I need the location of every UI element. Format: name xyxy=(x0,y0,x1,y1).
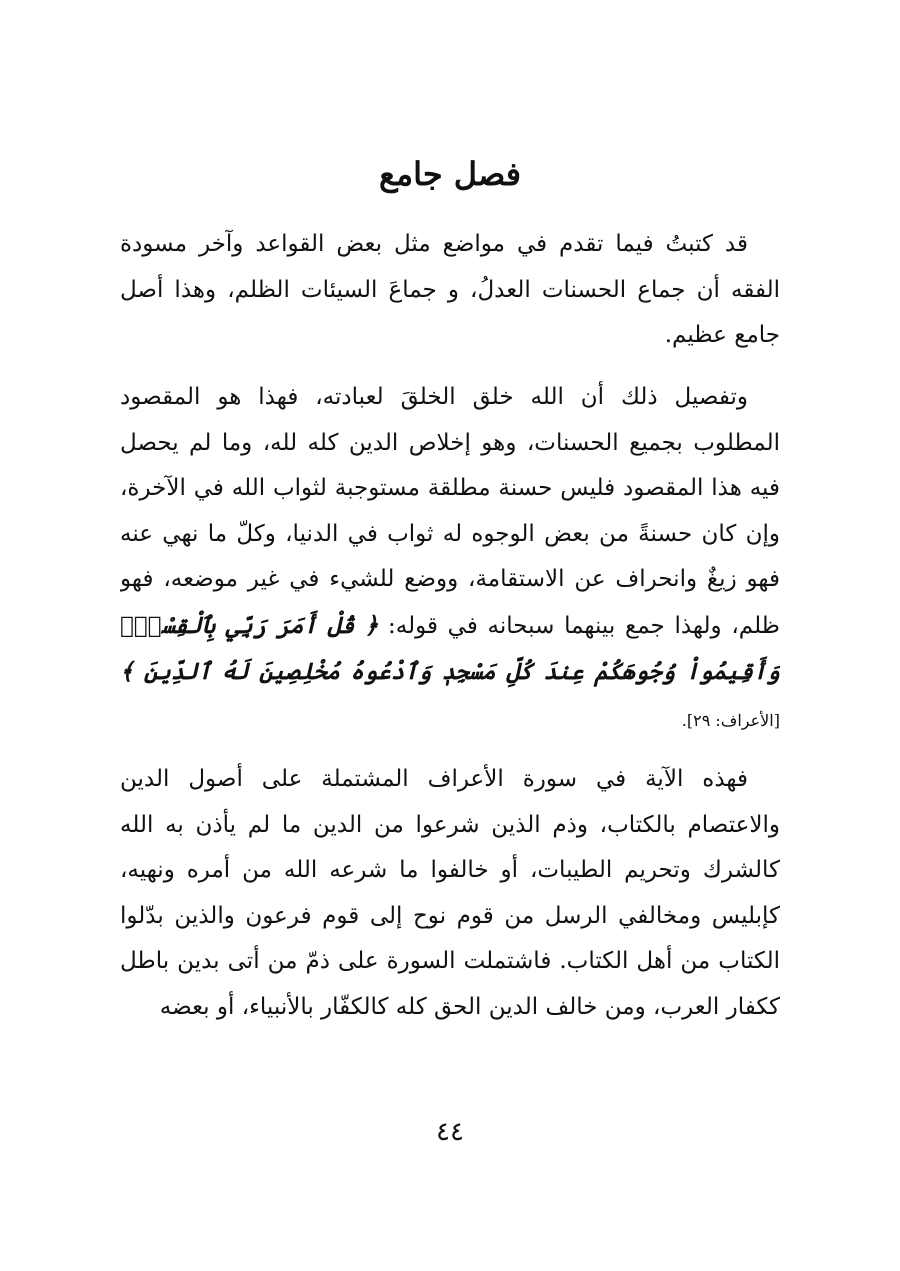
quran-verse: ﴿ قُلْ أَمَرَ رَبِّي بِٱلْقِسْطِۖ وَأَقِيمُواْ وُجُوهَكُمْ عِندَ كُلِّ مَسْجِدٖ وَٱدْعُوهُ مُخْلِصِينَ لَهُ ٱلدِّينَ ﴾ xyxy=(120,611,780,685)
verse-citation: [الأعراف: ٢٩]. xyxy=(681,710,780,730)
document-page xyxy=(120,0,780,1271)
paragraph-1: قد كتبتُ فيما تقدم في مواضع مثل بعض القواعد وآخر مسودة الفقه أن جماع الحسنات العدلُ، و جماعَ السيئات الظلم، وهذا أصل جامع عظيم. xyxy=(120,231,780,348)
paragraph-3: فهذه الآية في سورة الأعراف المشتملة على أصول الدين والاعتصام بالكتاب، وذم الذين شرعوا من الدين ما لم يأذن به الله كالشرك وتحريم الطيبات، أو خالفوا ما شرعه الله من أمره ونهيه، كإبليس ومخالفي الرسل من قوم نوح إلى قوم فرعون والذين بدّلوا الكتاب من أهل الكتاب. فاشتملت السورة على ذمّ من أتى بدين باطل ككفار العرب، ومن خالف الدين الحق كله كالكفّار بالأنبياء، أو بعضه xyxy=(120,766,780,1020)
chapter-title: فصل جامع xyxy=(378,155,522,193)
paragraph-2 xyxy=(120,375,780,741)
paragraph-2-text: وتفصيل ذلك أن الله خلق الخلقَ لعبادته، فهذا هو المقصود المطلوب بجميع الحسنات، وهو إخلاص الدين كله لله، وما لم يحصل فيه هذا المقصود فليس حسنة مطلقة مستوجبة لثواب الله في الآخرة، وإن كان حسنةً من بعض الوجوه له ثواب في الدنيا، وكلّ ما نهي عنه فهو زيغٌ وانحراف عن الاستقامة، ووضع للشيء في غير موضعه، فهو ظلم، ولهذا جمع بينهما سبحانه في قوله: xyxy=(120,384,780,639)
body-text xyxy=(120,222,780,1047)
page-number: ٤٤ xyxy=(436,1117,464,1147)
